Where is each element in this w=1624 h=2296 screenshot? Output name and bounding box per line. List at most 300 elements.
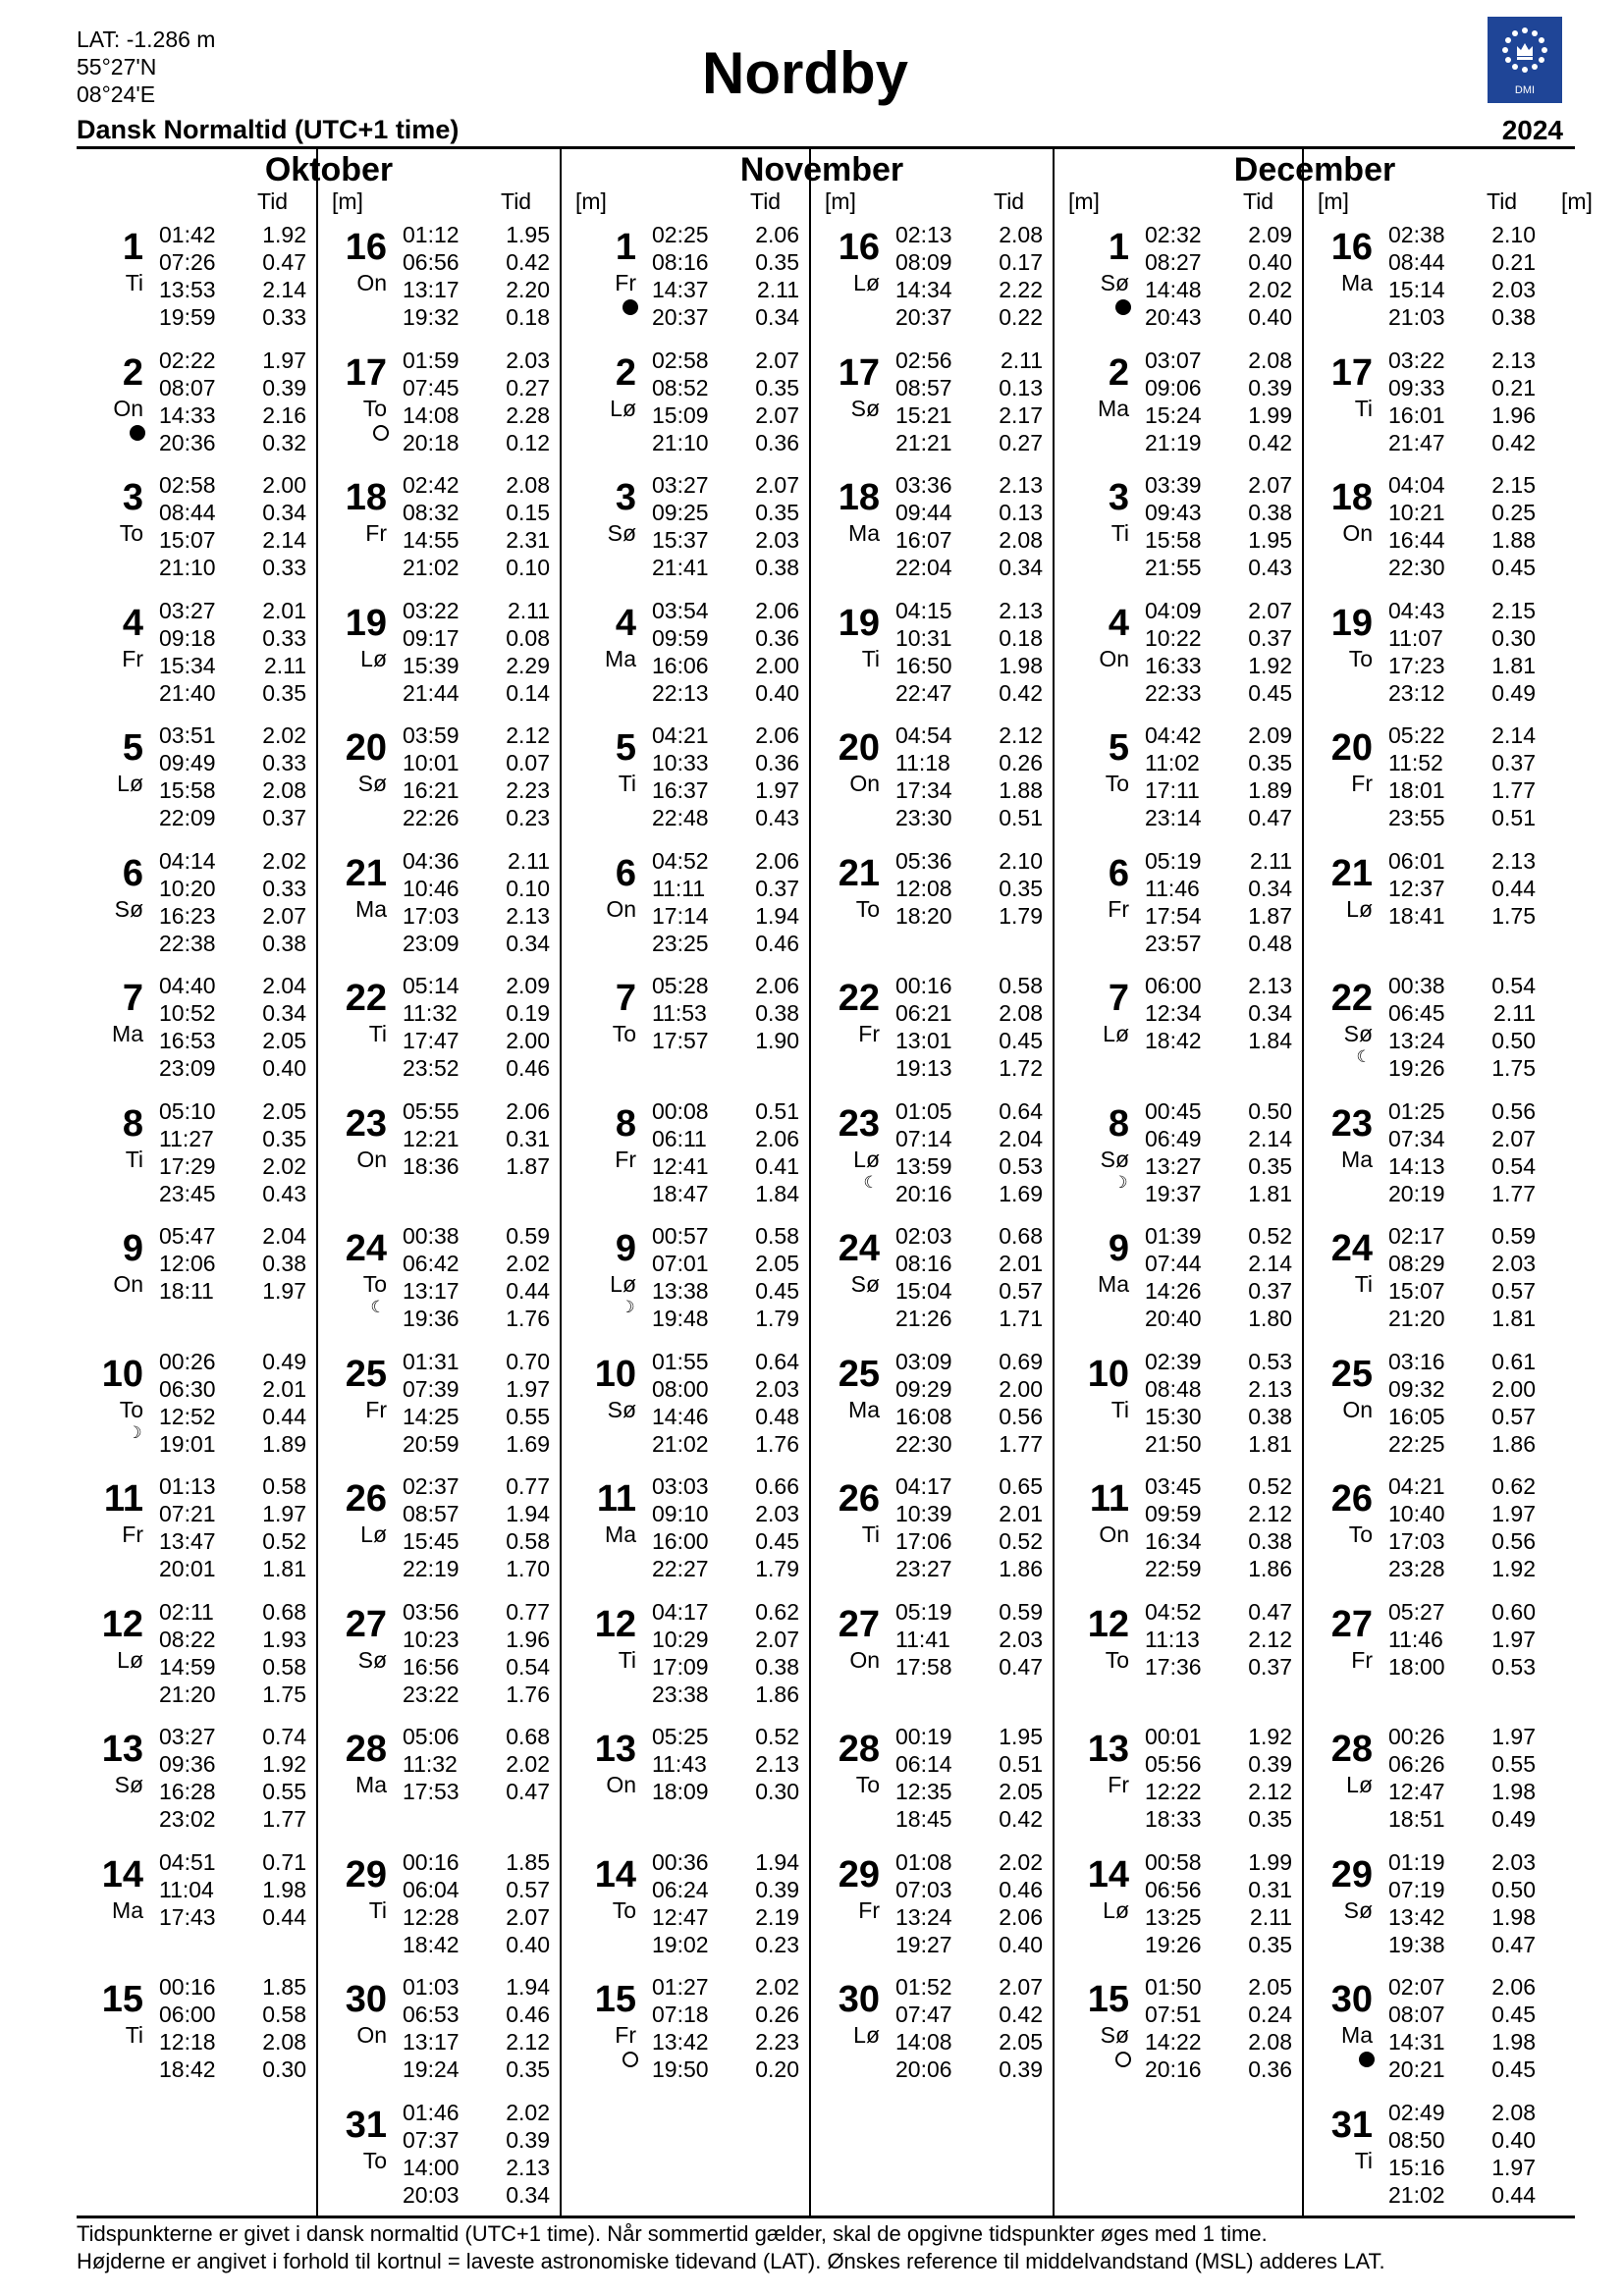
moon-new-icon	[623, 299, 638, 315]
day-entry	[82, 217, 306, 335]
tide-row	[652, 2056, 799, 2083]
tide-time: 00:57	[652, 1223, 709, 1249]
tide-row	[403, 652, 550, 679]
tide-height: 0.08	[506, 624, 550, 651]
tide-time: 06:53	[403, 2002, 460, 2027]
weekday: To	[855, 895, 880, 922]
tide-row	[159, 972, 306, 999]
tide-time: 07:14	[895, 1125, 952, 1151]
moon-first-icon: ☽	[620, 1298, 635, 1316]
tide-time: 15:30	[1145, 1403, 1202, 1429]
tide-row	[1145, 1430, 1292, 1458]
tide-height: 2.11	[1000, 347, 1043, 373]
tide-height: 1.98	[1491, 1779, 1536, 1804]
tide-time: 00:36	[652, 1848, 709, 1875]
tide-time: 07:37	[403, 2126, 460, 2153]
tide-time: 23:57	[1145, 930, 1202, 956]
day-entry	[326, 217, 550, 335]
tide-time: 04:17	[895, 1473, 952, 1499]
tide-row	[652, 554, 799, 581]
tide-height: 2.12	[1248, 1626, 1292, 1652]
tide-height: 0.33	[262, 624, 306, 651]
weekday: Sø	[114, 1772, 143, 1797]
weekday: Lø	[853, 2022, 880, 2048]
tide-height: 0.42	[999, 679, 1043, 706]
tide-height: 0.40	[1248, 304, 1292, 330]
day-entry	[819, 1218, 1043, 1336]
tide-height: 1.77	[262, 1806, 306, 1832]
tide-time: 00:58	[1145, 1848, 1202, 1875]
tide-time: 03:09	[895, 1348, 952, 1374]
tide-row	[895, 1750, 1043, 1778]
tide-time: 08:50	[1388, 2126, 1445, 2153]
tide-height: 0.77	[506, 1473, 550, 1499]
tide-row	[895, 749, 1043, 776]
tide-row	[403, 1555, 550, 1582]
tide-row	[652, 624, 799, 652]
tide-height: 0.37	[1248, 1278, 1292, 1304]
day-entry	[326, 968, 550, 1086]
year-label: 2024	[1501, 115, 1563, 145]
tide-height: 1.97	[1491, 1501, 1536, 1526]
tide-row	[652, 1277, 799, 1305]
tide-height: 2.00	[999, 1375, 1043, 1402]
tide-time: 08:16	[895, 1251, 952, 1276]
tide-row	[1145, 347, 1292, 374]
tide-height: 0.53	[999, 1152, 1043, 1179]
tide-row	[1145, 1152, 1292, 1180]
tide-height: 2.02	[506, 1751, 550, 1777]
tide-height: 1.79	[755, 1306, 799, 1331]
tide-row	[652, 1348, 799, 1375]
day-entry	[1068, 217, 1292, 335]
tide-row	[403, 347, 550, 374]
day-number: 6	[1108, 852, 1129, 894]
tide-height: 0.33	[262, 750, 306, 775]
tide-height: 0.34	[262, 1000, 306, 1026]
tide-time: 17:36	[1145, 1653, 1202, 1680]
tide-time: 07:18	[652, 2002, 709, 2027]
day-number: 1	[1108, 227, 1129, 268]
tide-row	[403, 1430, 550, 1458]
tide-height: 0.33	[262, 555, 306, 580]
tide-row	[652, 652, 799, 679]
tide-height: 2.14	[262, 527, 306, 553]
tide-height: 0.49	[262, 1348, 306, 1374]
tide-time: 06:56	[403, 249, 460, 275]
tide-row	[403, 401, 550, 429]
weekday: On	[356, 270, 387, 295]
moon-full-icon	[623, 2052, 638, 2067]
tide-height: 2.17	[999, 401, 1043, 428]
day-entry	[819, 1719, 1043, 1837]
tide-height: 2.09	[1248, 722, 1292, 748]
tide-height: 2.05	[262, 1028, 306, 1053]
day-number: 11	[103, 1478, 143, 1520]
tide-height: 0.26	[999, 750, 1043, 775]
weekday: Sø	[607, 520, 636, 546]
tide-row	[159, 429, 306, 456]
tide-height: 0.23	[506, 805, 550, 830]
tide-row	[403, 847, 550, 875]
tide-row	[1388, 721, 1536, 749]
tide-row	[403, 526, 550, 554]
dmi-logo	[1488, 17, 1562, 103]
tide-time: 21:26	[895, 1306, 952, 1331]
tide-time: 03:27	[652, 472, 709, 498]
tide-row	[1145, 1626, 1292, 1653]
weekday: To	[119, 520, 143, 546]
tide-time: 08:22	[159, 1626, 216, 1652]
tide-row	[1388, 1054, 1536, 1082]
tide-row	[652, 526, 799, 554]
tide-row	[1388, 2056, 1536, 2083]
day-entry	[819, 1468, 1043, 1586]
tide-time: 03:51	[159, 722, 216, 748]
tide-time: 01:55	[652, 1348, 709, 1374]
tide-time: 12:35	[895, 1779, 952, 1804]
day-number: 14	[1087, 1853, 1129, 1896]
day-entry	[326, 1094, 550, 1211]
tide-time: 09:49	[159, 750, 216, 775]
tide-time: 05:28	[652, 973, 709, 998]
tide-row	[652, 276, 799, 303]
tide-row	[1388, 1555, 1536, 1582]
tide-row	[403, 1277, 550, 1305]
tide-time: 12:22	[1145, 1779, 1202, 1804]
tide-height: 0.36	[1248, 2056, 1292, 2082]
tide-time: 00:19	[895, 1724, 952, 1749]
tide-time: 01:46	[403, 2099, 460, 2125]
tide-time: 06:45	[1388, 1000, 1445, 1026]
tide-time: 08:07	[1388, 2002, 1445, 2027]
tide-row	[403, 1222, 550, 1250]
tide-row	[403, 1054, 550, 1082]
tide-row	[895, 1653, 1043, 1681]
tide-time: 06:24	[652, 1876, 709, 1902]
tide-height: 0.58	[262, 1473, 306, 1499]
tide-time: 23:28	[1388, 1556, 1445, 1581]
tide-time: 19:32	[403, 304, 460, 330]
tide-height: 0.42	[506, 249, 550, 275]
tide-height: 0.40	[506, 1931, 550, 1957]
tide-time: 22:27	[652, 1556, 709, 1581]
tide-height: 2.08	[262, 777, 306, 803]
tide-height: 2.29	[506, 652, 550, 678]
tide-row	[1388, 1931, 1536, 1958]
day-entry	[82, 1218, 306, 1336]
tide-time: 05:10	[159, 1097, 216, 1124]
tide-row	[652, 930, 799, 957]
tide-row	[895, 1931, 1043, 1958]
day-number: 21	[838, 852, 880, 894]
tide-time: 13:17	[403, 1278, 460, 1304]
tide-height: 2.20	[506, 277, 550, 302]
tide-row	[895, 374, 1043, 401]
tide-row	[403, 1125, 550, 1152]
tide-row	[895, 1472, 1043, 1500]
tide-row	[1145, 1250, 1292, 1277]
tide-height: 1.80	[1248, 1306, 1292, 1331]
tide-height: 0.62	[755, 1598, 799, 1625]
tide-height: 0.47	[262, 249, 306, 275]
tide-row	[652, 972, 799, 999]
tide-row	[403, 875, 550, 902]
tide-height: 2.11	[263, 652, 306, 678]
tide-time: 01:05	[895, 1097, 952, 1124]
tide-row	[895, 276, 1043, 303]
weekday: Ti	[861, 1522, 880, 1547]
tide-height: 1.97	[262, 1501, 306, 1526]
day-entry	[1068, 1468, 1292, 1586]
tide-height: 1.77	[1491, 777, 1536, 803]
tide-row	[1145, 749, 1292, 776]
tide-height: 2.11	[1249, 1903, 1292, 1930]
tide-time: 03:27	[159, 1724, 216, 1749]
day-number: 17	[345, 351, 387, 394]
day-entry	[575, 1719, 799, 1837]
tide-time: 00:16	[895, 973, 952, 998]
tide-height: 2.03	[755, 527, 799, 553]
tide-height: 0.35	[755, 500, 799, 525]
weekday: To	[1348, 1522, 1373, 1547]
tide-height: 0.17	[999, 249, 1043, 275]
tide-time: 13:59	[895, 1152, 952, 1179]
tide-time: 22:13	[652, 679, 709, 706]
day-number: 10	[594, 1353, 636, 1395]
tide-row	[159, 1472, 306, 1500]
tide-height: 0.35	[1248, 750, 1292, 775]
weekday: Ma	[605, 1522, 636, 1547]
tide-height: 1.94	[506, 1974, 550, 2000]
tide-time: 05:06	[403, 1724, 460, 1749]
tide-row	[1145, 1598, 1292, 1626]
weekday: Ma	[355, 1772, 387, 1797]
day-number: 2	[122, 351, 143, 394]
day-number: 18	[838, 477, 880, 518]
tide-time: 19:50	[652, 2056, 709, 2082]
weekday: To	[1348, 645, 1373, 671]
tide-time: 23:22	[403, 1681, 460, 1707]
tide-row	[403, 597, 550, 624]
tide-height: 0.38	[1491, 304, 1536, 330]
tide-time: 16:07	[895, 527, 952, 553]
tide-time: 20:06	[895, 2056, 952, 2082]
day-number: 13	[101, 1729, 143, 1770]
tide-row	[895, 1152, 1043, 1180]
tide-height: 2.11	[756, 277, 799, 302]
tide-row	[652, 1527, 799, 1555]
tide-row	[895, 1500, 1043, 1527]
tide-row	[159, 1723, 306, 1750]
tide-time: 05:25	[652, 1724, 709, 1749]
tide-height: 2.13	[999, 597, 1043, 623]
tide-time: 12:18	[159, 2029, 216, 2055]
tide-height: 0.35	[999, 875, 1043, 901]
tide-time: 03:39	[1145, 472, 1202, 498]
tide-height: 0.07	[506, 750, 550, 775]
tide-time: 18:11	[159, 1278, 214, 1304]
tide-height: 0.51	[755, 1097, 799, 1124]
tide-height: 0.49	[1491, 1806, 1536, 1832]
day-number: 12	[1087, 1603, 1129, 1645]
tide-height: 2.07	[755, 401, 799, 428]
day-number: 10	[1087, 1353, 1129, 1395]
day-entry	[819, 1594, 1043, 1712]
tide-time: 02:49	[1388, 2099, 1445, 2125]
tide-height: 2.03	[1491, 1848, 1536, 1875]
weekday: Ti	[1354, 395, 1373, 421]
day-number: 6	[122, 852, 143, 894]
tide-time: 11:07	[1388, 624, 1443, 651]
tide-row	[1145, 221, 1292, 248]
tide-time: 08:29	[1388, 1251, 1445, 1276]
tide-time: 17:53	[403, 1779, 460, 1804]
tide-time: 05:19	[895, 1598, 952, 1625]
tide-height: 0.39	[755, 1876, 799, 1902]
tide-row	[652, 749, 799, 776]
tide-row	[403, 1152, 550, 1180]
tide-time: 04:51	[159, 1848, 216, 1875]
tide-row	[1145, 1903, 1292, 1931]
tide-row	[652, 1848, 799, 1876]
tide-row	[895, 1375, 1043, 1403]
tide-height: 0.58	[506, 1528, 550, 1554]
weekday: Ma	[1341, 2022, 1373, 2048]
tide-height: 0.38	[262, 1251, 306, 1276]
tide-row	[652, 1598, 799, 1626]
tide-time: 00:45	[1145, 1097, 1202, 1124]
tide-time: 08:09	[895, 249, 952, 275]
tide-height: 2.13	[999, 472, 1043, 498]
tide-row	[159, 999, 306, 1027]
day-entry	[1068, 843, 1292, 961]
tide-height: 0.74	[262, 1724, 306, 1749]
tide-row	[895, 1250, 1043, 1277]
tide-time: 12:41	[652, 1152, 709, 1179]
day-number: 31	[1330, 2104, 1373, 2146]
tide-height: 0.34	[506, 930, 550, 956]
tide-height: 0.51	[999, 1751, 1043, 1777]
tide-row	[652, 1903, 799, 1931]
tide-time: 17:34	[895, 777, 952, 803]
tide-row	[159, 248, 306, 276]
tide-row	[652, 875, 799, 902]
tide-height: 0.45	[1491, 2002, 1536, 2027]
tide-height: 0.51	[999, 805, 1043, 830]
tide-row	[159, 749, 306, 776]
tide-height: 2.06	[755, 722, 799, 748]
tide-height: 0.36	[755, 429, 799, 455]
tide-height: 2.22	[999, 277, 1043, 302]
tide-time: 02:13	[895, 222, 952, 247]
weekday: To	[1105, 771, 1129, 796]
height-header: [m]	[575, 188, 607, 214]
tide-row	[652, 1403, 799, 1430]
tide-row	[159, 1876, 306, 1903]
tide-row	[1145, 875, 1292, 902]
tide-height: 0.40	[755, 679, 799, 706]
tide-time: 10:46	[403, 875, 460, 901]
tide-row	[1145, 597, 1292, 624]
weekday: Ti	[368, 1021, 387, 1046]
tide-height: 0.10	[506, 875, 550, 901]
tide-time: 01:39	[1145, 1223, 1202, 1249]
tide-time: 08:07	[159, 374, 216, 400]
weekday: Fr	[615, 270, 636, 295]
tide-row	[895, 721, 1043, 749]
weekday: Sø	[114, 895, 143, 922]
tide-row	[1145, 2028, 1292, 2056]
tide-height: 2.07	[755, 472, 799, 498]
tide-height: 2.15	[1491, 597, 1536, 623]
tide-row	[403, 276, 550, 303]
tide-height: 0.54	[1491, 973, 1536, 998]
weekday: On	[113, 395, 143, 421]
tide-time: 21:02	[652, 1430, 709, 1457]
tide-height: 2.11	[1492, 1000, 1536, 1026]
tide-row	[652, 1653, 799, 1681]
day-number: 20	[838, 727, 880, 769]
tide-height: 1.96	[506, 1626, 550, 1652]
tide-time: 09:43	[1145, 500, 1202, 525]
tide-time: 14:00	[403, 2154, 460, 2180]
weekday: Fr	[858, 1021, 880, 1046]
weekday: Lø	[853, 270, 880, 295]
tide-height: 2.01	[262, 597, 306, 623]
tide-height: 0.50	[1491, 1028, 1536, 1053]
tide-height: 1.81	[1248, 1180, 1292, 1206]
weekday: Lø	[610, 395, 636, 421]
tide-time: 00:16	[403, 1848, 460, 1875]
tide-time: 02:58	[652, 347, 709, 373]
page-title: Nordby	[702, 40, 908, 106]
tide-row	[1388, 1848, 1536, 1876]
tide-row	[1388, 1653, 1536, 1681]
weekday: Fr	[122, 1522, 143, 1547]
weekday: Lø	[360, 1522, 387, 1547]
tide-row	[1388, 624, 1536, 652]
tide-time: 13:42	[1388, 1903, 1445, 1930]
tide-height: 2.13	[1491, 847, 1536, 874]
tide-time: 03:56	[403, 1598, 460, 1625]
tide-height: 0.44	[262, 1403, 306, 1429]
tide-time: 10:23	[403, 1626, 460, 1652]
tide-height: 0.53	[1248, 1348, 1292, 1374]
tide-height: 0.15	[506, 500, 550, 525]
day-entry	[575, 343, 799, 460]
weekday: Ma	[355, 895, 387, 922]
tide-time: 01:03	[403, 1974, 460, 2000]
tide-time: 08:57	[403, 1501, 460, 1526]
tide-height: 0.56	[999, 1403, 1043, 1429]
tide-height: 1.97	[1491, 1626, 1536, 1652]
tide-row	[652, 1097, 799, 1125]
tide-height: 1.77	[999, 1430, 1043, 1457]
tide-time: 07:44	[1145, 1251, 1202, 1276]
day-number: 29	[838, 1853, 880, 1896]
tide-time: 04:36	[403, 847, 460, 874]
day-number: 9	[615, 1228, 636, 1269]
tide-height: 0.39	[1248, 1751, 1292, 1777]
day-entry	[575, 1844, 799, 1962]
day-number: 4	[1108, 602, 1129, 644]
column-divider	[809, 149, 811, 2216]
tide-row	[1388, 1348, 1536, 1375]
tide-height: 1.89	[262, 1430, 306, 1457]
tide-height: 2.06	[755, 222, 799, 247]
tide-height: 2.07	[755, 1626, 799, 1652]
